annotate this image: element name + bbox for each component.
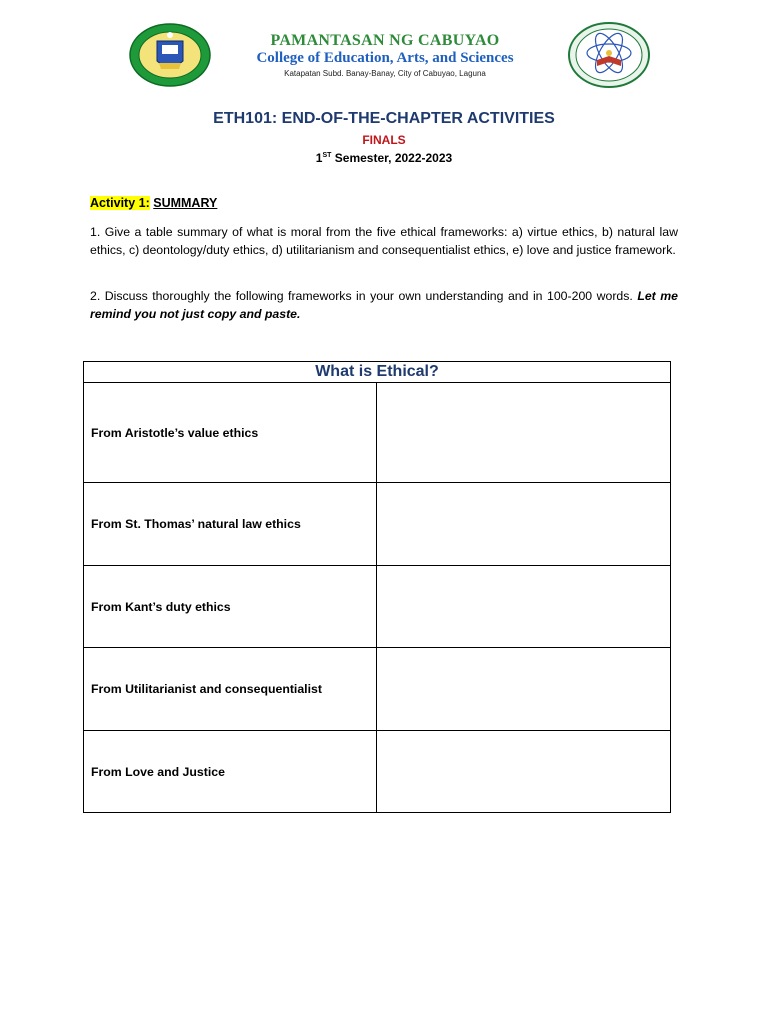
semester-line bbox=[0, 151, 768, 165]
table-heading: What is Ethical? bbox=[84, 362, 671, 383]
college-seal-logo bbox=[568, 22, 650, 88]
activity-heading bbox=[90, 196, 217, 210]
row-label: From St. Thomas’ natural law ethics bbox=[84, 483, 377, 566]
document-subtitle: FINALS bbox=[362, 133, 406, 147]
instruction-2 bbox=[90, 287, 678, 323]
activity-name: SUMMARY bbox=[153, 196, 218, 210]
table-row bbox=[84, 383, 671, 483]
ethics-summary-table bbox=[83, 361, 671, 813]
reminder-text: Let me remind you not just copy and paste. bbox=[90, 289, 679, 321]
table-row bbox=[84, 648, 671, 731]
answer-cell[interactable] bbox=[377, 383, 671, 483]
instruction-1: 1. Give a table summary of what is moral from the five ethical frameworks: a) virtue ethics, b) natural law ethics, c) deontology/duty ethics, d) utilitarianism and consequentialist ethics, e) love and justice framework. bbox=[90, 225, 678, 257]
answer-cell[interactable] bbox=[377, 731, 671, 813]
row-label: From Kant’s duty ethics bbox=[84, 566, 377, 648]
table-row bbox=[84, 731, 671, 813]
answer-cell[interactable] bbox=[377, 566, 671, 648]
row-label: From Aristotle’s value ethics bbox=[84, 383, 377, 483]
table-header-row bbox=[84, 362, 671, 383]
college-name: College of Education, Arts, and Sciences bbox=[256, 50, 514, 66]
letterhead bbox=[0, 0, 768, 100]
document-title: ETH101: END-OF-THE-CHAPTER ACTIVITIES bbox=[213, 110, 555, 127]
semester-text: Semester, 2022-2023 bbox=[331, 151, 453, 165]
instruction-2-text: 2. Discuss thoroughly the following frameworks in your own understanding and in 100-200 words. bbox=[90, 289, 633, 303]
semester-ordinal: ST bbox=[322, 152, 332, 159]
row-label: From Utilitarianist and consequentialist bbox=[84, 648, 377, 731]
answer-cell[interactable] bbox=[377, 648, 671, 731]
activity-label: Activity 1: bbox=[90, 196, 150, 210]
college-address: Katapatan Subd. Banay-Banay, City of Cabuyao, Laguna bbox=[284, 69, 486, 78]
row-label: From Love and Justice bbox=[84, 731, 377, 813]
university-name: PAMANTASAN NG CABUYAO bbox=[270, 32, 500, 49]
table-row bbox=[84, 566, 671, 648]
semester-number: 1 bbox=[315, 151, 323, 165]
university-seal-logo bbox=[129, 23, 211, 87]
table-row bbox=[84, 483, 671, 566]
answer-cell[interactable] bbox=[377, 483, 671, 566]
